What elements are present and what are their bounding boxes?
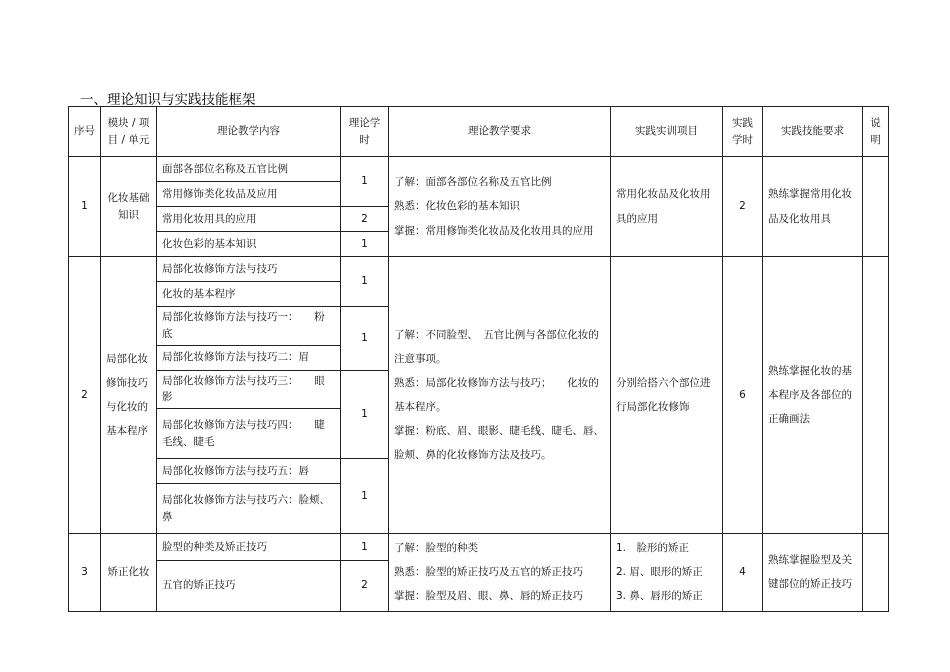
header-practice-item: 实践实训项目 [611,107,723,157]
hours-cell: 1 [341,232,389,257]
theory-req-cell [389,534,611,611]
header-note: 说明 [863,107,889,157]
practice-req-cell: 熟练掌握化妆的基本程序及各部位的正确画法 [763,257,863,534]
practice-hours-cell: 4 [723,534,763,611]
row-seq: 1 [69,157,101,257]
content-cell: 局部化妆修饰方法与技巧 [157,257,341,282]
req-line: 了解：面部各部位名称及五官比例 [394,176,552,189]
hours-cell: 1 [341,370,389,459]
table-row [69,257,889,282]
content-cell: 局部化妆修饰方法与技巧一： 粉底 [157,307,341,346]
hours-cell: 1 [341,257,389,307]
practice-req-cell: 熟练掌握脸型及关键部位的矫正技巧 [763,534,863,611]
content-cell: 常用修饰类化妆品及应用 [157,182,341,207]
practice-item-line: 2. 眉、眼形的矫正 [616,566,703,579]
content-cell: 面部各部位名称及五官比例 [157,157,341,182]
framework-table [68,106,889,612]
header-theory-req: 理论教学要求 [389,107,611,157]
practice-item-cell: 常用化妆品及化妆用具的应用 [611,157,723,257]
content-cell: 常用化妆用具的应用 [157,207,341,232]
content-cell: 局部化妆修饰方法与技巧三： 眼影 [157,370,341,409]
hours-cell: 1 [341,459,389,534]
row-module: 矫正化妆 [101,534,157,611]
practice-item-cell [611,534,723,611]
content-cell: 局部化妆修饰方法与技巧五：唇 [157,459,341,484]
header-theory-hours: 理论学时 [341,107,389,157]
content-cell: 脸型的种类及矫正技巧 [157,534,341,560]
req-line: 了解：不同脸型、 五官比例与各部位化妆的注意事项。 [394,328,599,365]
note-cell [863,534,889,611]
content-cell: 局部化妆修饰方法与技巧二：眉 [157,345,341,370]
header-practice-hours: 实践学时 [723,107,763,157]
hours-cell: 1 [341,534,389,560]
hours-cell: 2 [341,560,389,611]
row-module: 化妆基础知识 [101,157,157,257]
practice-item-line: 3. 鼻、唇形的矫正 [616,590,703,603]
row-seq: 2 [69,257,101,534]
content-cell: 化妆的基本程序 [157,282,341,307]
req-line: 掌握：常用修饰类化妆品及化妆用具的应用 [394,224,594,237]
row-module: 局部化妆修饰技巧与化妆的基本程序 [101,257,157,534]
content-cell: 五官的矫正技巧 [157,560,341,611]
content-cell: 化妆色彩的基本知识 [157,232,341,257]
header-practice-req: 实践技能要求 [763,107,863,157]
req-line: 熟悉：脸型的矫正技巧及五官的矫正技巧 [394,566,583,579]
theory-req-cell [389,157,611,257]
req-line: 掌握：脸型及眉、眼、鼻、唇的矫正技巧 [394,590,583,603]
header-row [69,107,889,157]
practice-hours-cell: 2 [723,157,763,257]
header-module: 模块 / 项目 / 单元 [101,107,157,157]
req-line: 熟悉：化妆色彩的基本知识 [394,200,520,213]
note-cell [863,257,889,534]
content-cell: 局部化妆修饰方法与技巧六：脸颊、鼻 [157,484,341,534]
header-seq: 序号 [69,107,101,157]
practice-hours-cell: 6 [723,257,763,534]
row-seq: 3 [69,534,101,611]
section-heading: 一、理论知识与实践技能框架 [80,92,256,108]
req-line: 熟悉：局部化妆修饰方法与技巧； 化妆的基本程序。 [394,376,599,414]
hours-cell: 2 [341,207,389,232]
hours-cell: 1 [341,307,389,371]
theory-req-cell [389,257,611,534]
content-cell: 局部化妆修饰方法与技巧四： 睫毛线、睫毛 [157,409,341,459]
req-line: 了解：脸型的种类 [394,542,478,555]
header-theory-content: 理论教学内容 [157,107,341,157]
req-line: 掌握：粉底、眉、眼影、睫毛线、睫毛、唇、脸颊、鼻的化妆修饰方法及技巧。 [394,425,604,462]
note-cell [863,157,889,257]
hours-cell: 1 [341,157,389,207]
table-row [69,157,889,182]
practice-req-cell: 熟练掌握常用化妆品及化妆用具 [763,157,863,257]
table-row [69,534,889,560]
practice-item-cell: 分别给搭六个部位进行局部化妆修饰 [611,257,723,534]
practice-item-line: 1. 脸形的矫正 [616,542,690,555]
